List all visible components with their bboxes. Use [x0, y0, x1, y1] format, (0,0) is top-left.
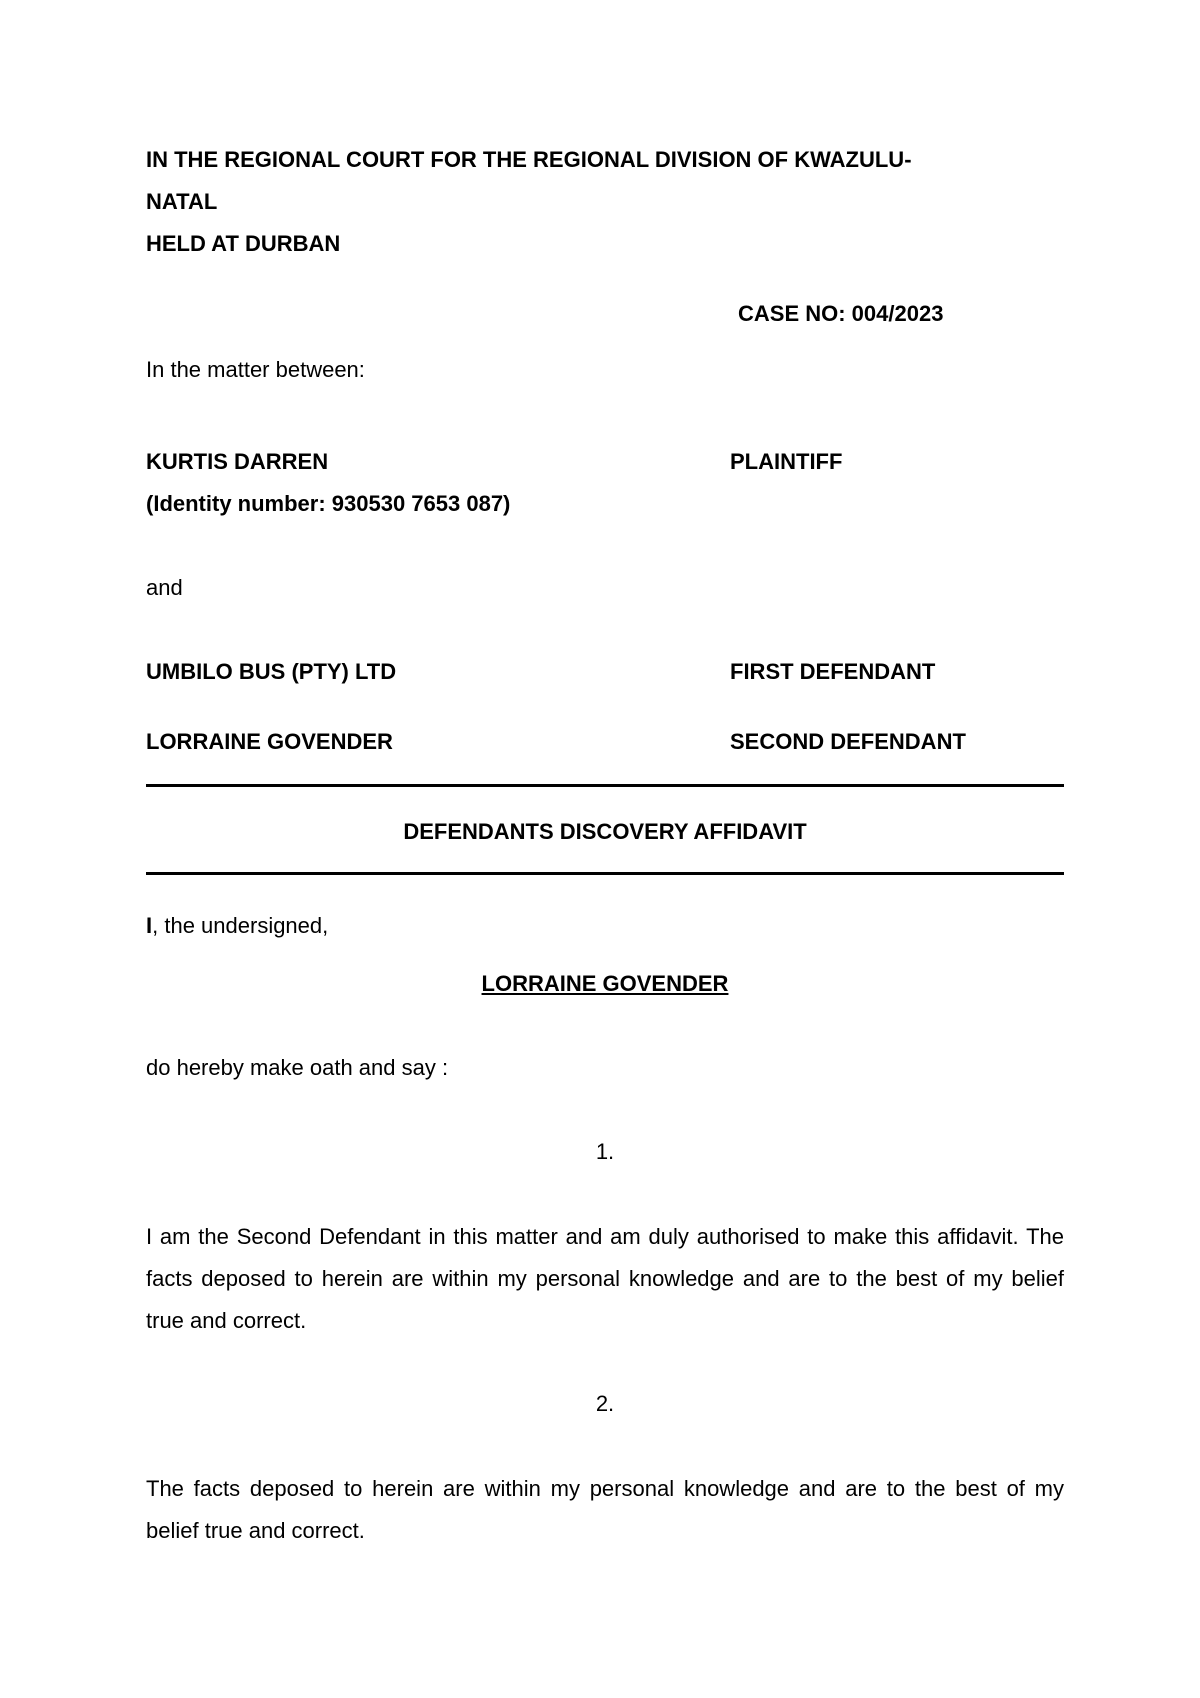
paragraph-text-1: I am the Second Defendant in this matter and am duly authorised to make this affidavit. The facts deposed to herein are within my personal knowledge and are to the best of my belief true and correct.	[146, 1224, 1064, 1333]
and-separator: and	[146, 575, 183, 600]
first-defendant-name: UMBILO BUS (PTY) LTD	[146, 659, 397, 684]
paragraph-number-2: 2.	[595, 1391, 615, 1416]
paragraph-number-1: 1.	[595, 1139, 615, 1164]
first-defendant-role: FIRST DEFENDANT	[730, 659, 936, 684]
second-defendant-name: LORRAINE GOVENDER	[146, 729, 393, 754]
plaintiff-role: PLAINTIFF	[730, 449, 843, 474]
opening-pronoun: I	[146, 913, 153, 938]
opening-rest: , the undersigned,	[152, 913, 329, 938]
court-heading-line2: NATAL	[146, 189, 218, 214]
plaintiff-name: KURTIS DARREN	[146, 449, 329, 474]
court-heading-line1: IN THE REGIONAL COURT FOR THE REGIONAL DIVISION OF KWAZULU-	[146, 147, 912, 172]
opening-line	[146, 912, 328, 940]
deponent-name: LORRAINE GOVENDER	[481, 971, 729, 996]
oath-line: do hereby make oath and say :	[146, 1055, 449, 1080]
title-top-rule	[146, 784, 1064, 787]
document-title: DEFENDANTS DISCOVERY AFFIDAVIT	[403, 819, 807, 844]
plaintiff-id-number: (Identity number: 930530 7653 087)	[146, 491, 511, 516]
second-defendant-role: SECOND DEFENDANT	[730, 729, 966, 754]
title-bottom-rule	[146, 872, 1064, 875]
held-at-line: HELD AT DURBAN	[146, 231, 341, 256]
matter-between-label: In the matter between:	[146, 357, 365, 382]
paragraph-text-2: The facts deposed to herein are within my personal knowledge and are to the best of my belief true and correct.	[146, 1476, 1064, 1543]
case-number: CASE NO: 004/2023	[738, 301, 944, 326]
deponent-name-line	[146, 970, 1064, 998]
